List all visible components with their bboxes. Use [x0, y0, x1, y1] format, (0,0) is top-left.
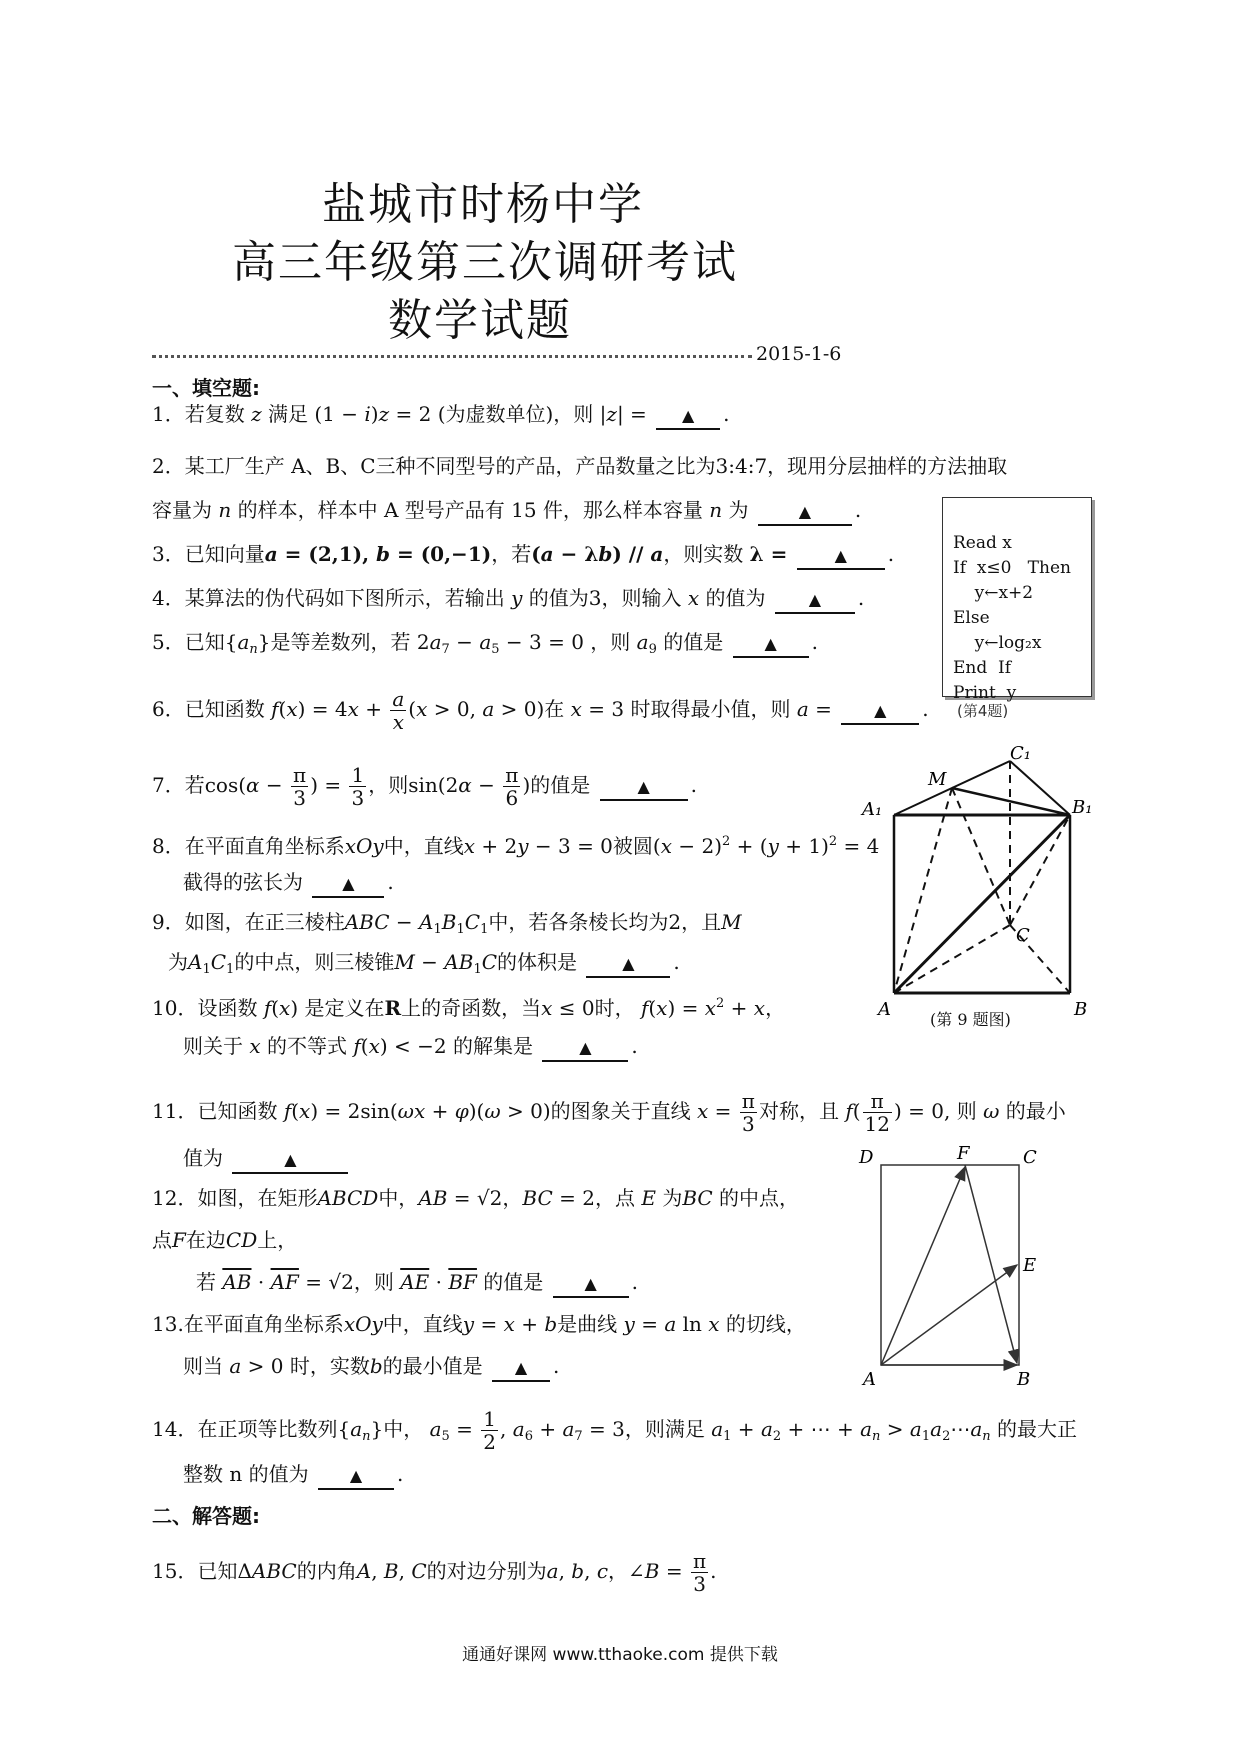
- answer-blank: ▲: [542, 1034, 628, 1062]
- pseudocode-box: [942, 497, 1092, 703]
- answer-blank: ▲: [600, 773, 688, 801]
- code-line: If x≤0 Then: [953, 558, 1071, 578]
- label-F: F: [957, 1143, 970, 1164]
- label-A: A: [878, 999, 891, 1020]
- question-5: 5．已知$\{a_n\}$是等差数列，若 $2a_7 - a_5 - 3 = 0$ ，则 $a_9$ 的值是 ▲ .: [152, 630, 818, 657]
- question-4: 4．某算法的伪代码如下图所示，若输出 y 的值为3，则输入 x 的值为 ▲ .: [152, 584, 864, 614]
- answer-blank: ▲: [553, 1270, 629, 1298]
- answer-blank: ▲: [232, 1146, 348, 1174]
- label-A: A: [863, 1369, 876, 1390]
- question-9-line2: 为$A_1C_1$的中点，则三棱锥$M - AB_1C$的体积是 ▲ .: [168, 950, 680, 977]
- question-11: 11．已知函数 f(x) = 2sin(ωx + φ)(ω > 0)的图象关于直线 x = $\frac{\pi}{3}$ 对称，且 f( $\frac{\pi}{12}$ ) = 0, 则 ω 的最小: [152, 1089, 1066, 1136]
- school-name: 盐城市时杨中学: [322, 179, 644, 230]
- question-12-line2: 点F在边CD上，: [152, 1228, 298, 1252]
- exam-date: 2015-1-6: [756, 343, 842, 365]
- question-14: 14．在正项等比数列$\{a_n\}$中， $a_5$ = $\frac{1}{2}$ , $a_6 + a_7 = 3$，则满足 $a_1 + a_2$ + ⋯ + $a_n$ > $a_1a_2\cdots a_n$ 的最大正: [152, 1407, 1078, 1454]
- question-13: 13.在平面直角坐标系xOy中，直线y = x + b是曲线 y = a ln x 的切线，: [152, 1312, 806, 1336]
- rectangle-svg: [855, 1143, 1037, 1390]
- exam-name: 高三年级第三次调研考试: [232, 237, 738, 288]
- code-line: Read x: [953, 533, 1012, 553]
- subject-title: 数学试题: [388, 295, 572, 346]
- answer-blank: ▲: [656, 402, 720, 430]
- answer-blank: ▲: [733, 630, 809, 658]
- question-2-line2: 容量为 n 的样本，样本中 A 型号产品有 15 件，那么样本容量 n 为 ▲ .: [152, 496, 861, 526]
- answer-blank: ▲: [492, 1354, 550, 1382]
- label-D: D: [859, 1147, 874, 1168]
- code-line: y←x+2: [953, 583, 1034, 603]
- question-3: 3．已知向量a = (2,1), b = (0,−1)，若(a − λb) // a，则实数 λ = ▲ .: [152, 540, 894, 570]
- label-A1: A₁: [862, 799, 883, 820]
- answer-blank: ▲: [758, 498, 852, 526]
- question-10-line2: 则关于 x 的不等式 f(x) < −2 的解集是 ▲ .: [183, 1032, 638, 1062]
- figure-12-rectangle: [855, 1145, 1035, 1389]
- figure-9-prism: [860, 745, 1120, 1029]
- question-13-line2: 则当 a > 0 时，实数b的最小值是 ▲ .: [183, 1352, 559, 1382]
- question-8: 8．在平面直角坐标系xOy中，直线x + 2y − 3 = 0被圆$(x - 2)^2 + (y + 1)^2 = 4$: [152, 834, 880, 858]
- code-line: y←log₂x: [953, 633, 1042, 653]
- question-1: 1．若复数 z 满足 (1 − i)z = 2 (为虚数单位)，则 |z| = ▲ .: [152, 400, 730, 430]
- question-7: 7．若cos(α − $\frac{\pi}{3}$ ) = $\frac{1}{3}$ ，则sin(2α − $\frac{\pi}{6}$ )的值是 ▲ .: [152, 763, 697, 810]
- question-10: 10．设函数 f(x) 是定义在R上的奇函数，当x ≤ 0时， $f(x) = x^2 + x$，: [152, 996, 786, 1020]
- answer-blank: ▲: [797, 542, 885, 570]
- question-11-line2: 值为 ▲: [183, 1144, 351, 1174]
- question-12-line3: 若 $\overline{AB} \cdot \overline{AF} = √2$，则 $\overline{AE} \cdot \overline{BF}$ 的值是 ▲ .: [196, 1268, 638, 1298]
- code-line: End If: [953, 658, 1012, 678]
- answer-blank: ▲: [312, 870, 384, 898]
- question-8-line2: 截得的弦长为 ▲ .: [183, 868, 394, 898]
- answer-blank: ▲: [318, 1462, 394, 1490]
- answer-blank: ▲: [841, 697, 919, 725]
- answer-blank: ▲: [586, 950, 670, 978]
- section-fill-heading: 一、填空题:: [152, 376, 260, 400]
- question-2: 2．某工厂生产 A、B、C三种不同型号的产品，产品数量之比为3:4:7，现用分层抽样的方法抽取: [152, 454, 1008, 478]
- label-C: C: [1016, 925, 1030, 946]
- code-line: Print y: [953, 683, 1017, 703]
- question-15: 15．已知ΔABC的内角A, B, C的对边分别为a, b, c，∠B = $\frac{\pi}{3}$ .: [152, 1549, 717, 1596]
- question-6: 6．已知函数 f(x) = 4x + $\frac{a}{x}$ (x > 0, a > 0)在 x = 3 时取得最小值，则 a = ▲ .: [152, 687, 929, 734]
- question-9: 9．如图，在正三棱柱ABC − $A_1B_1C_1$中，若各条棱长均为2，且M: [152, 910, 742, 937]
- label-C1: C₁: [1010, 743, 1031, 764]
- figure-9-caption: (第 9 题图): [930, 1010, 1011, 1029]
- label-M: M: [928, 769, 947, 790]
- footer-source: 通通好课网 www.tthaoke.com 提供下载: [462, 1645, 778, 1665]
- code-line: Else: [953, 608, 990, 628]
- pseudocode-caption: (第4题): [957, 702, 1009, 720]
- label-C: C: [1023, 1147, 1037, 1168]
- question-12: 12．如图，在矩形ABCD中，AB = √2，BC = 2，点 E 为BC 的中点，: [152, 1186, 800, 1210]
- header-divider: [152, 355, 752, 358]
- section-solve-heading: 二、解答题:: [152, 1504, 260, 1528]
- label-B: B: [1017, 1369, 1031, 1390]
- question-14-line2: 整数 n 的值为 ▲ .: [183, 1460, 403, 1490]
- label-B1: B₁: [1072, 797, 1093, 818]
- label-E: E: [1023, 1255, 1037, 1276]
- prism-svg: [860, 745, 1120, 1025]
- answer-blank: ▲: [775, 586, 855, 614]
- label-B: B: [1074, 999, 1088, 1020]
